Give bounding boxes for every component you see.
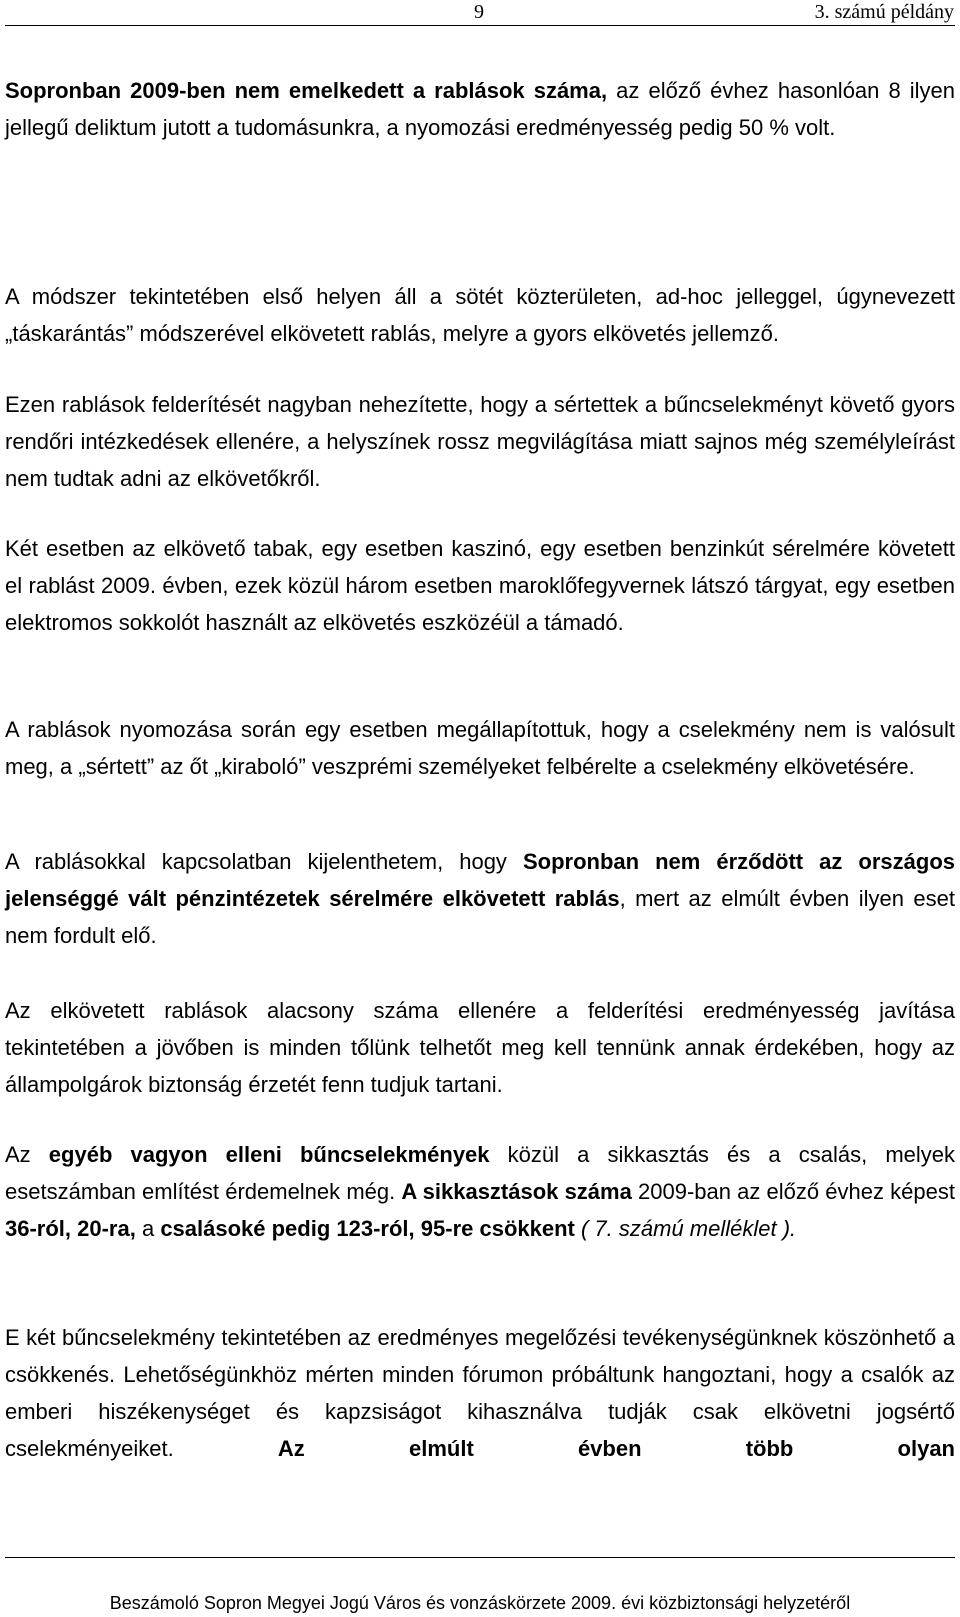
text-run: 36-ról, 20-ra, [5, 1216, 136, 1241]
text-run: Sopronban 2009-ben nem emelkedett a rablások száma, [5, 78, 608, 103]
text-run: 2009-ban az előző évhez képest [631, 1179, 956, 1204]
text-run: E két bűncselekmény tekintetében az eredményes megelőzési tevékenységünknek köszönhető a csökkenés. Lehetőségünkhöz mérten minden fórumon próbáltunk hangoztani, hogy a csalók az emberi hiszékenységet és kapzsiságot kihasználva tudják csak elkövetni jogsértő cselekményeiket. [5, 1325, 955, 1461]
paragraph-targets [5, 530, 955, 641]
page-number: 9 [474, 1, 484, 23]
text-run: a [135, 1216, 161, 1241]
text-run: A rablások nyomozása során egy esetben megállapítottuk, hogy a cselekmény nem is valósult meg, a „sértett” az őt „kiraboló” veszprémi személyeket felbérelte a cselekmény elkövetésére. [5, 717, 955, 779]
document-copy-label: 3. számú példány [814, 1, 954, 23]
text-run: Az elmúlt évben több olyan [277, 1436, 955, 1461]
paragraph-prevention [5, 1319, 955, 1467]
paragraph-method [5, 278, 955, 352]
paragraph-detection-difficulty [5, 386, 955, 497]
text-run: csalásoké pedig 123-ról, 95-re csökkent [160, 1216, 575, 1241]
text-run: ( 7. számú melléklet ). [580, 1216, 797, 1241]
paragraph-robbery-count [5, 72, 955, 146]
page-header [0, 0, 960, 30]
text-run: közül a sikkasztás és a csalás, melyek esetszámban említést érdemelnek még. [5, 1142, 955, 1204]
header-divider [5, 25, 955, 26]
text-run: Ezen rablások felderítését nagyban nehezítette, hogy a sértettek a bűncselekményt követő gyors rendőri intézkedések ellenére, a helyszínek rossz megvilágítása miatt sajnos még személyleírást nem tudtak adni az elkövetőkről. [5, 392, 955, 491]
text-run: Az [5, 1142, 49, 1167]
text-run: egyéb vagyon elleni bűncselekmények [48, 1142, 490, 1167]
text-run: Két esetben az elkövető tabak, egy esetben kaszinó, egy esetben benzinkút sérelmére követett el rablást 2009. évben, ezek közül három esetben maroklőfegyvernek látszó tárgyat, egy esetben elektromos sokkolót használt az elkövetés eszközéül a támadó. [5, 536, 955, 635]
paragraph-bank-robbery [5, 843, 955, 954]
paragraph-staged-robbery [5, 711, 955, 785]
footer-divider [5, 1557, 955, 1558]
paragraph-other-property-crimes [5, 1136, 955, 1247]
page-footer: Beszámoló Sopron Megyei Jogú Város és vonzáskörzete 2009. évi közbiztonsági helyzetéről [109, 1593, 851, 1613]
text-run: Sopronban nem érződött az országos jelenséggé vált pénzintézetek sérelmére elkövetett rablás [5, 849, 955, 911]
paragraph-detection-improvement [5, 992, 955, 1103]
text-run: A rablásokkal kapcsolatban kijelenthetem, hogy [5, 849, 523, 874]
text-run: , mert az elmúlt évben ilyen eset nem fordult elő. [5, 886, 955, 948]
text-run: Az elkövetett rablások alacsony száma ellenére a felderítési eredményesség javítása tekintetében a jövőben is minden tőlünk telhetőt meg kell tennünk annak érdekében, hogy az állampolgárok biztonság érzetét fenn tudjuk tartani. [5, 998, 955, 1097]
text-run: A sikkasztások száma [401, 1179, 632, 1204]
text-run: az előző évhez hasonlóan 8 ilyen jellegű deliktum jutott a tudomásunkra, a nyomozási eredményesség pedig 50 % volt. [5, 78, 955, 140]
text-run: A módszer tekintetében első helyen áll a sötét közterületen, ad-hoc jelleggel, úgynevezett „táskarántás” módszerével elkövetett rablás, melyre a gyors elkövetés jellemző. [5, 284, 955, 346]
